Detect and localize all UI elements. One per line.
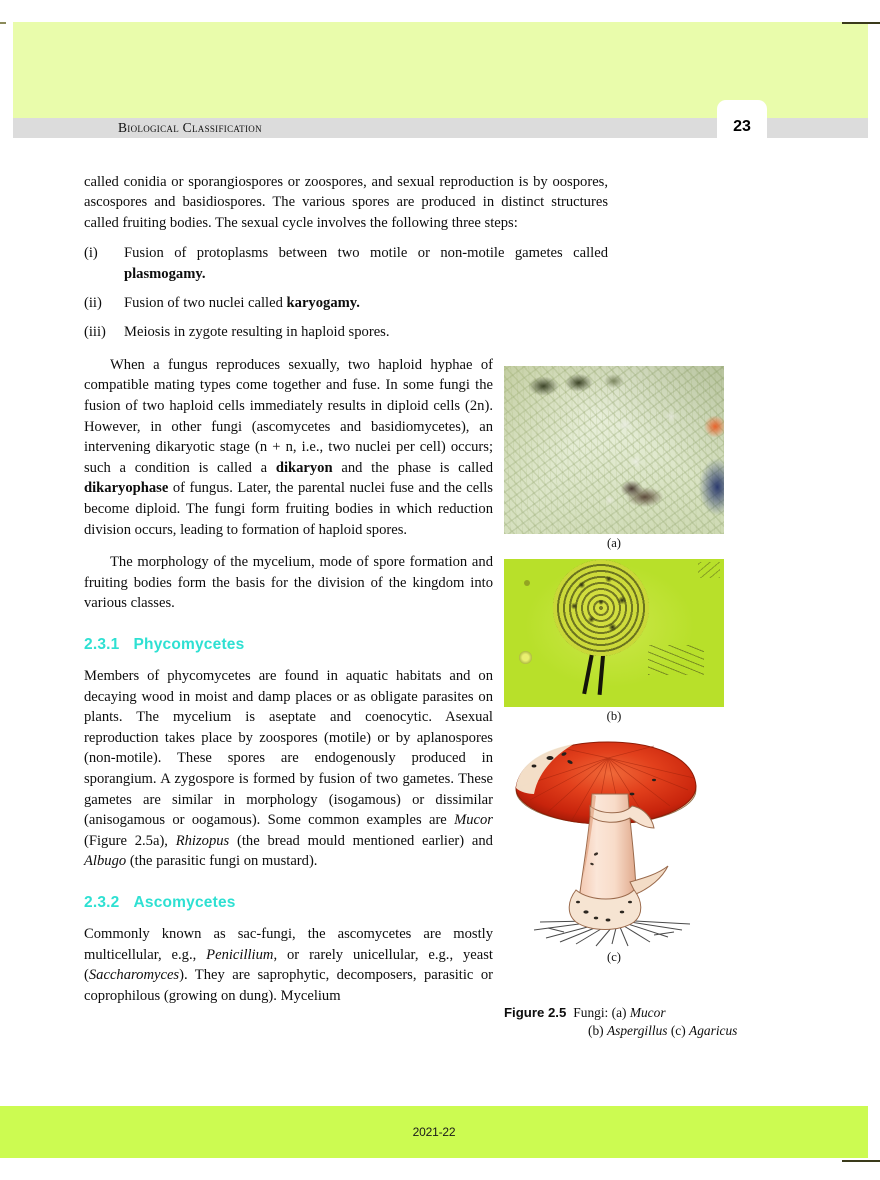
sexual-part-2: and the phase is called [332,459,493,476]
page-number: 23 [733,118,751,135]
figure-caption-aspergillus: Aspergillus [606,1023,668,1038]
phyco-part-3: (the bread mould mentioned earlier) and [229,832,493,849]
figure-caption [504,1004,794,1040]
list-marker: (ii) [84,295,102,312]
section-heading-ascomycetes [84,894,493,912]
genus-mucor: Mucor [454,812,493,829]
section-number: 2.3.1 [84,635,120,653]
list-text [124,243,608,284]
paragraph-phycomycetes [84,666,493,872]
genus-rhizopus: Rhizopus [175,832,230,849]
agaricus-drawing [504,732,724,950]
footer-year: 2021-22 [412,1125,456,1139]
phyco-part-4: (the parasitic fungi on mustard). [126,853,318,870]
figure-caption-line2 [588,1022,794,1040]
section-heading-phycomycetes [84,636,493,654]
paragraph-sexual-text [84,355,493,540]
paragraph-continued-text: called conidia or sporangiospores or zoospores, and sexual reproduction is by oospores, ascospores and basidiospores. The various spores are produced in distinct structures called fruiting bodies. The sexual cycle involves the following three steps: [84,174,608,231]
term-dikaryophase: dikaryophase [84,480,169,497]
asco-part-3: ). They are saprophytic, decomposers, parasitic or coprophilous (growing on dung). Mycelium [84,967,493,1004]
figure-caption-title: Figure 2.5 [504,1005,567,1020]
figure-caption-mucor: Mucor [629,1005,666,1020]
asco-part-2: , or rarely unicellular, e.g., yeast ( [84,946,493,984]
paragraph-ascomycetes [84,924,493,1006]
aspergillus-image [504,559,724,707]
figure-panel-b [504,559,782,730]
hyphal-wisp [648,645,704,675]
figure-panel-c [504,732,782,971]
running-header-title: Biological Classification [118,120,262,135]
figure-caption-line2-mid: (c) [667,1023,690,1038]
term-dikaryon: dikaryon [275,459,333,476]
genus-penicillium: Penicillium [206,946,274,963]
agaricus-image [504,732,724,950]
figure-caption-line1-prefix: Fungi: (a) [573,1005,630,1020]
phyco-part-1: Members of phycomycetes are found in aquatic habitats and on decaying wood in moist and damp places or as obligate parasites on plants. The mycelium is aseptate and coenocytic. Asexual reproduction takes place by zoospores (motile) or by aplanospores (non-motile). These spores are endogenously produced in sporangium. A zygospore is formed by fusion of two gametes. These gametes are similar in morphology (isogamous) or dissimilar (anisogamous or oogamous). Some common examples are [84,667,493,829]
list-text-plain: Fusion of two nuclei called [124,295,287,312]
debris-speck [524,580,530,586]
crop-mark-bottom-right [842,1160,880,1162]
paragraph-sexual-reproduction [84,355,493,540]
volva-flap [630,866,668,894]
genus-saccharomyces: Saccharomyces [88,967,180,984]
sexual-cycle-steps-list [84,243,608,343]
crop-mark-top-left [0,22,6,24]
figure-panel-a [504,366,782,557]
list-text-bold: plasmogamy. [124,265,206,282]
list-item [84,293,608,313]
figure-panel-a-label: (a) [607,536,621,550]
hyphal-wisp-corner [698,562,720,578]
paragraph-morphology [84,552,493,614]
section-title: Phycomycetes [133,635,245,653]
conidial-head [553,560,649,656]
genus-albugo: Albugo [84,853,127,870]
list-text-plain: Meiosis in zygote resulting in haploid spores. [124,324,390,341]
paragraph-continued [84,172,608,233]
list-item [84,322,608,342]
section-number: 2.3.2 [84,893,120,911]
list-text-plain: Fusion of protoplasms between two motile or non-motile gametes called [124,245,608,262]
sexual-part-3: of fungus. Later, the parental nuclei fuse and the cells become diploid. The fungi form fruiting bodies in which reduction division occurs, leading to formation of haploid spores. [84,480,493,538]
paragraph-ascomycetes-text [84,924,493,1006]
sexual-part-1: When a fungus reproduces sexually, two haploid hyphae of compatible mating types come together and fuse. In some fungi the fusion of two haploid cells immediately results in diploid cells (2n). However, in other fungi (ascomycetes and basidiomycetes), an intervening dikaryotic stage (n + n, i.e., two nuclei per cell) occurs; such a condition is called a [84,356,493,476]
list-text-bold: karyogamy. [286,295,360,312]
figure-panel-c-label: (c) [607,950,621,964]
list-marker: (iii) [84,324,106,341]
figure-panel-b-label: (b) [606,709,622,723]
figure-panel-group [504,366,782,973]
figure-caption-agaricus: Agaricus [689,1023,738,1038]
list-text [124,293,608,313]
list-text [124,322,608,342]
crop-mark-top-right [842,22,880,24]
asco-part-1: Commonly known as sac-fungi, the ascomycetes are mostly multicellular, e.g., [84,925,493,963]
paragraph-phycomycetes-text [84,666,493,872]
section-title: Ascomycetes [133,893,236,911]
paragraph-morphology-text: The morphology of the mycelium, mode of spore formation and fruiting bodies form the basis for the division of the kingdom into various classes. [84,554,493,612]
phyco-part-2: (Figure 2.5a), [84,832,176,849]
list-item [84,243,608,284]
figure-caption-line2-prefix: (b) [588,1023,607,1038]
mucor-mycelium-image [504,366,724,534]
list-marker: (i) [84,245,98,262]
